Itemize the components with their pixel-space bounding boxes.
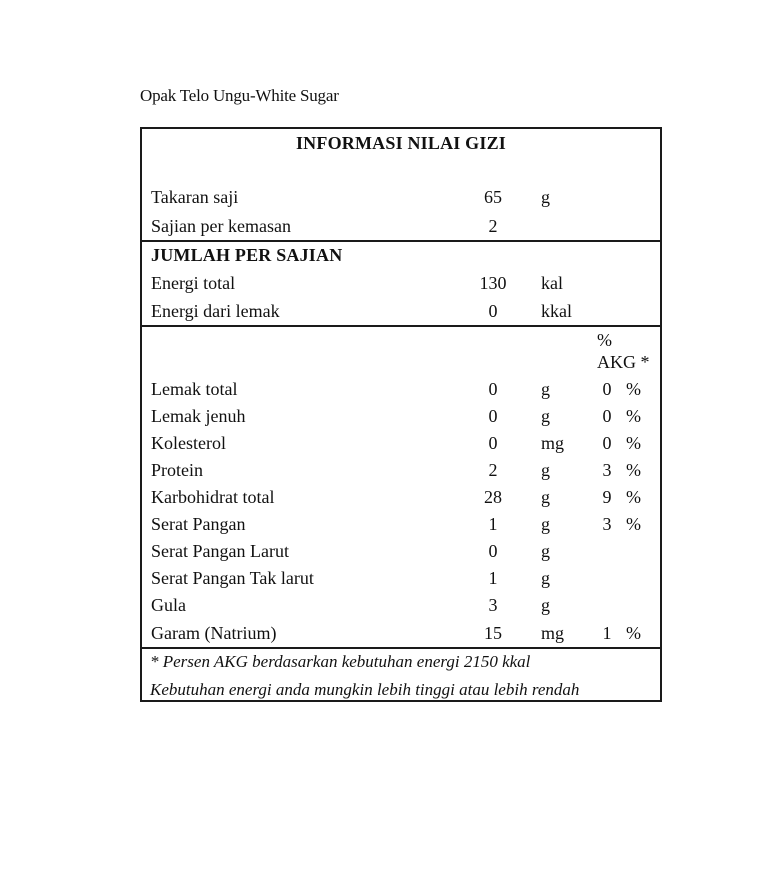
- nutrient-akg-value: 9: [602, 487, 612, 507]
- row-unit: g: [541, 187, 550, 207]
- nutrient-unit: g: [541, 568, 550, 588]
- nutrient-akg-sign: %: [626, 406, 641, 426]
- nutrient-value: 3: [488, 595, 498, 615]
- nutrient-akg-sign: %: [626, 433, 641, 453]
- nutrient-row: [142, 460, 660, 484]
- nutrient-value: 0: [488, 433, 498, 453]
- nutrient-unit: g: [541, 595, 550, 615]
- nutrient-akg-sign: %: [626, 623, 641, 643]
- row-label: Takaran saji: [151, 187, 239, 207]
- nutrient-label: Karbohidrat total: [151, 487, 275, 507]
- nutrient-label: Serat Pangan Tak larut: [151, 568, 314, 588]
- row-value: 65: [484, 187, 502, 207]
- nutrient-value: 15: [484, 623, 502, 643]
- section-heading-text: JUMLAH PER SAJIAN: [151, 245, 343, 265]
- nutrient-label: Garam (Natrium): [151, 623, 277, 643]
- nutrient-row: [142, 595, 660, 619]
- row-label: Energi dari lemak: [151, 301, 280, 321]
- nutrient-row: [142, 406, 660, 430]
- row-label: Energi total: [151, 273, 236, 293]
- nutrient-akg-sign: %: [626, 514, 641, 534]
- nutrient-value: 0: [488, 379, 498, 399]
- row-label: Sajian per kemasan: [151, 216, 291, 236]
- nutrient-akg-sign: %: [626, 379, 641, 399]
- nutrient-unit: mg: [541, 433, 565, 453]
- nutrient-value: 2: [488, 460, 498, 480]
- nutrient-row: [142, 623, 660, 647]
- nutrient-akg-sign: %: [626, 460, 641, 480]
- nutrient-unit: mg: [541, 623, 565, 643]
- energy-total-row: [142, 273, 660, 297]
- nutrient-unit: g: [541, 379, 550, 399]
- akg-header-line2: AKG *: [597, 352, 650, 372]
- nutrient-row: [142, 568, 660, 592]
- label-title: INFORMASI NILAI GIZI: [295, 133, 507, 153]
- nutrient-label: Gula: [151, 595, 186, 615]
- nutrient-value: 1: [488, 568, 498, 588]
- nutrient-akg-value: 1: [602, 623, 612, 643]
- nutrient-unit: g: [541, 541, 550, 561]
- nutrient-akg-sign: %: [626, 487, 641, 507]
- nutrient-akg-value: 0: [602, 433, 612, 453]
- nutrient-label: Protein: [151, 460, 203, 480]
- serving-size-row: [142, 187, 660, 211]
- akg-column-header: [597, 329, 650, 373]
- servings-per-pack-row: [142, 216, 660, 240]
- nutrient-row: [142, 487, 660, 511]
- nutrition-facts-label: [140, 127, 662, 702]
- row-unit: kal: [541, 273, 563, 293]
- nutrient-unit: g: [541, 460, 550, 480]
- nutrient-value: 0: [488, 541, 498, 561]
- nutrient-row: [142, 514, 660, 538]
- nutrient-value: 0: [488, 406, 498, 426]
- nutrient-akg-value: 0: [602, 379, 612, 399]
- nutrient-row: [142, 433, 660, 457]
- product-name: Opak Telo Ungu-White Sugar: [140, 86, 339, 105]
- per-serving-heading: [142, 245, 660, 269]
- nutrient-row: [142, 541, 660, 565]
- nutrient-value: 28: [484, 487, 502, 507]
- nutrient-unit: g: [541, 487, 550, 507]
- nutrient-value: 1: [488, 514, 498, 534]
- nutrient-akg-value: 3: [602, 460, 612, 480]
- nutrient-label: Kolesterol: [151, 433, 226, 453]
- nutrient-label: Serat Pangan Larut: [151, 541, 289, 561]
- nutrient-unit: g: [541, 406, 550, 426]
- row-value: 2: [488, 216, 498, 236]
- energy-from-fat-row: [142, 301, 660, 325]
- nutrient-label: Serat Pangan: [151, 514, 246, 534]
- akg-header-line1: %: [597, 330, 612, 350]
- footnote-energy-needs: Kebutuhan energi anda mungkin lebih tinggi atau lebih rendah: [150, 680, 580, 699]
- nutrient-unit: g: [541, 514, 550, 534]
- divider: [142, 325, 660, 327]
- nutrient-akg-value: 3: [602, 514, 612, 534]
- row-unit: kkal: [541, 301, 572, 321]
- nutrient-akg-value: 0: [602, 406, 612, 426]
- nutrient-label: Lemak total: [151, 379, 238, 399]
- nutrient-label: Lemak jenuh: [151, 406, 246, 426]
- nutrient-row: [142, 379, 660, 403]
- divider: [142, 240, 660, 242]
- row-value: 0: [488, 301, 498, 321]
- footnote-akg-basis: * Persen AKG berdasarkan kebutuhan energi 2150 kkal: [150, 652, 531, 671]
- row-value: 130: [479, 273, 507, 293]
- divider: [142, 647, 660, 649]
